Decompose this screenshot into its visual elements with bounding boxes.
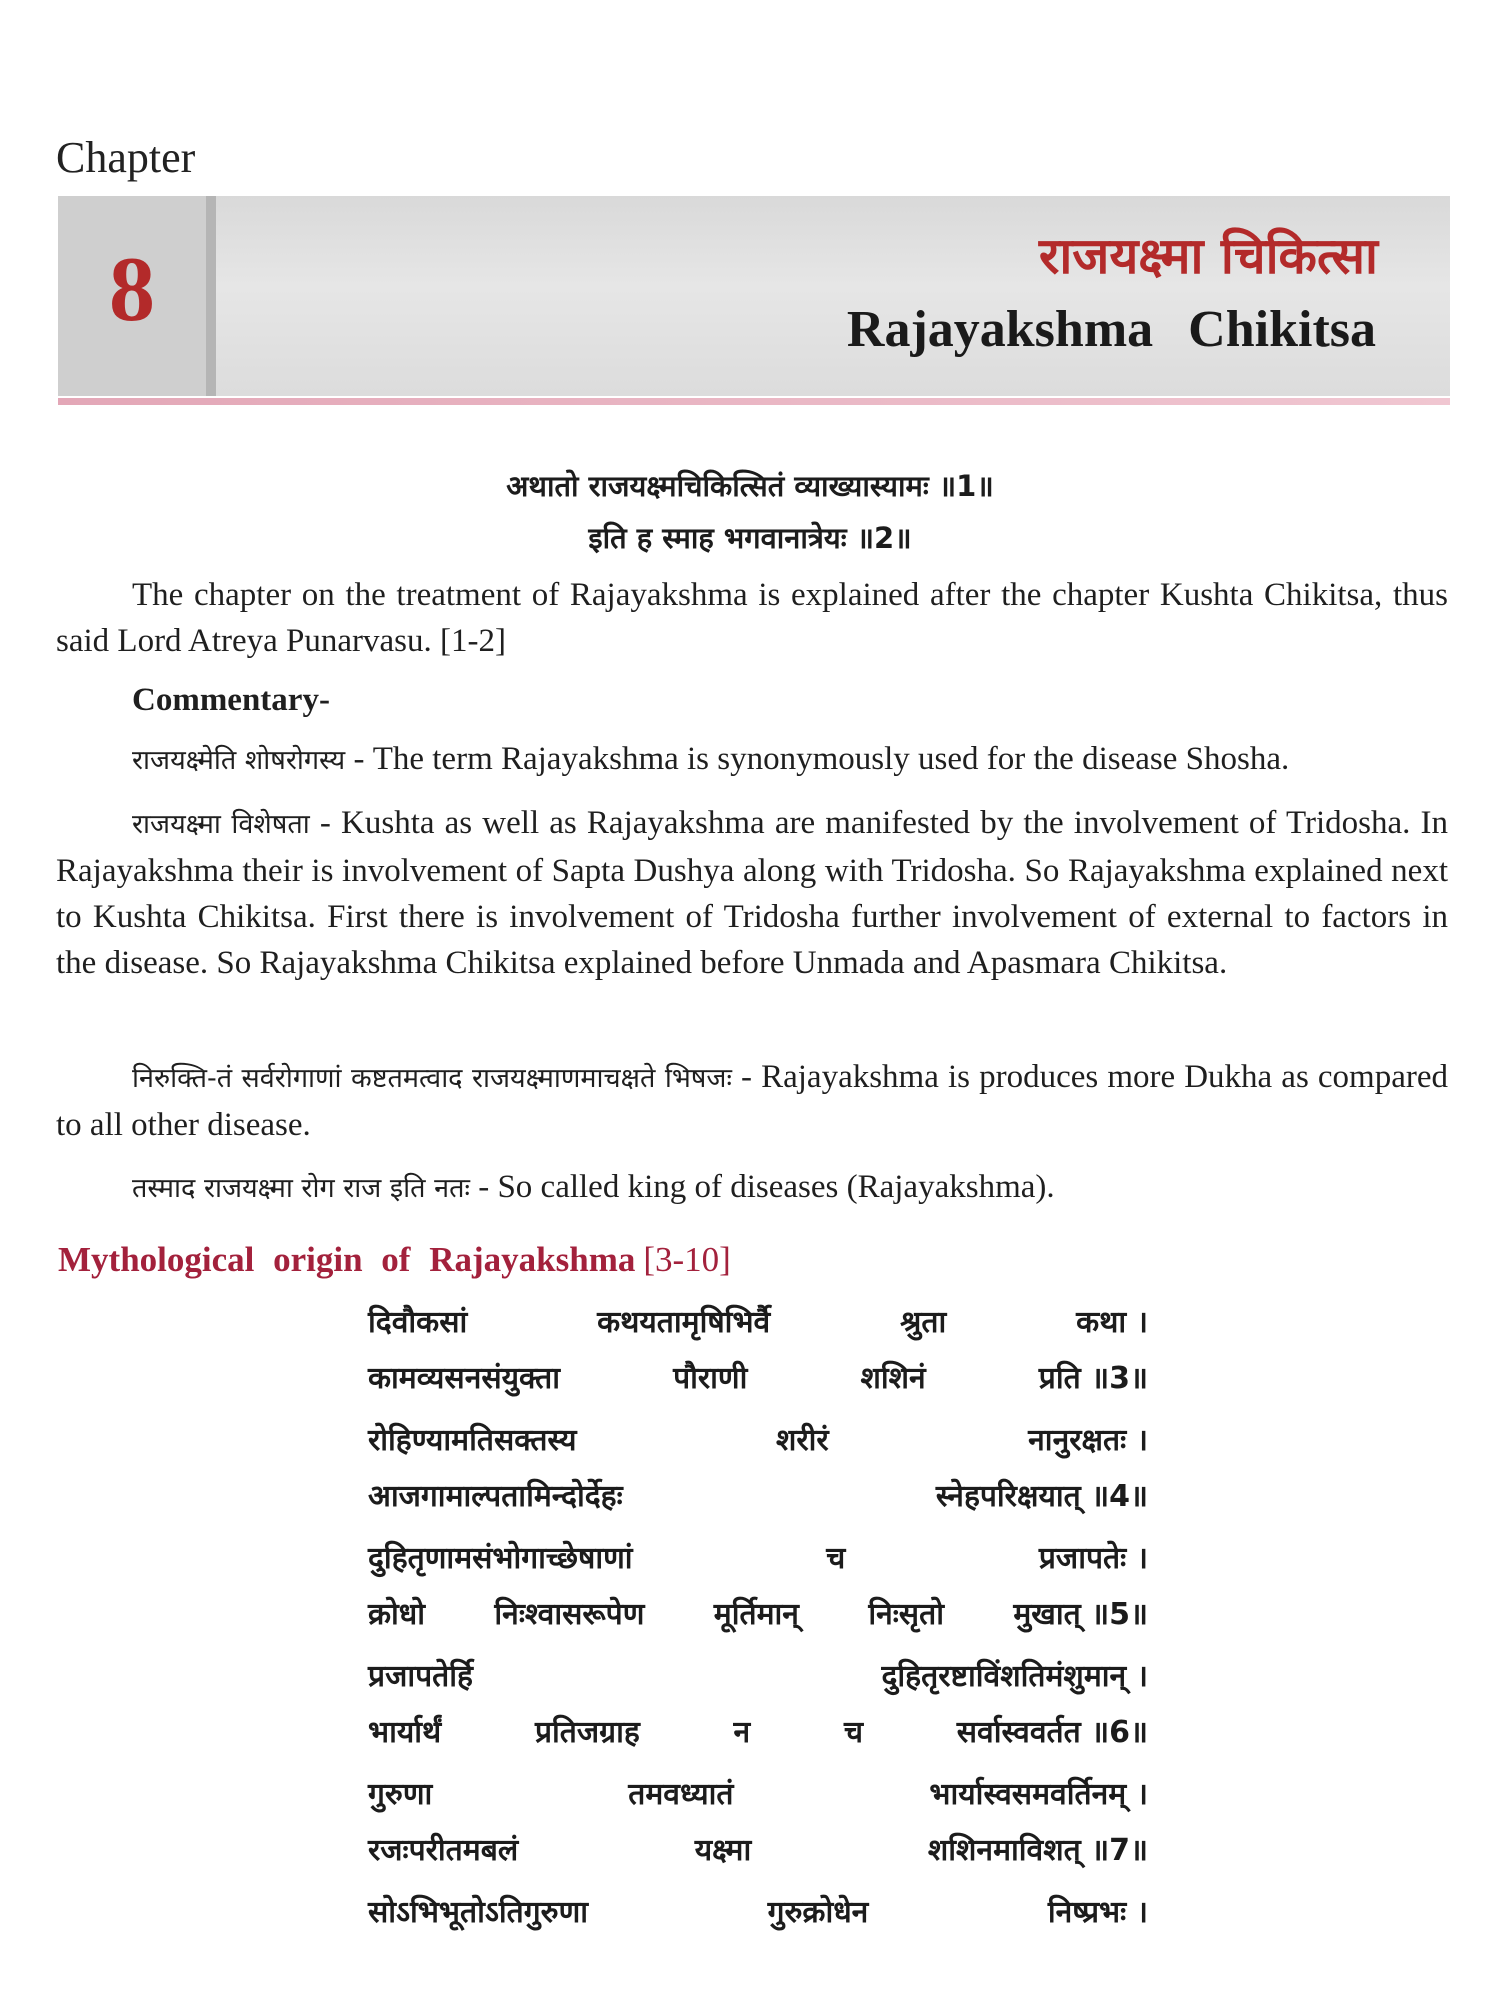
shloka-word: गुरुणा [368,1777,433,1812]
commentary-sanskrit: राजयक्ष्मेति शोषरोगस्य [132,745,346,776]
chapter-label: Chapter [56,133,196,182]
opening-verse-2: इति ह स्माह भगवानात्रेयः ॥2॥ [588,521,912,555]
shloka-word: भार्यार्थं [368,1715,442,1750]
commentary-sanskrit: तस्माद राजयक्ष्मा रोग राज इति नतः [132,1173,470,1204]
intro-paragraph: The chapter on the treatment of Rajayakshma is explained after the chapter Kushta Chikitsa, thus said Lord Atreya Punarvasu. [1-2] [56,577,1448,659]
chapter-banner [58,196,1450,396]
shloka-word: नानुरक्षतः । [1028,1423,1148,1458]
shloka-word: यक्ष्मा [694,1833,752,1868]
shloka-word: प्रजापतेर्हि [368,1659,473,1694]
shloka-word: शरीरं [775,1423,829,1458]
shloka-line [368,1300,1148,1341]
banner-underline [58,398,1450,405]
shloka-word: तमवध्यातं [628,1777,734,1812]
shloka-word: सर्वास्ववर्तत ॥6॥ [956,1715,1148,1750]
shloka-line [368,1710,1148,1751]
shloka-word: निःश्वासरूपेण [494,1597,645,1632]
shloka-word: श्रुता [900,1305,947,1340]
commentary-text: - The term Rajayakshma is synonymously used for the disease Shosha. [345,741,1290,777]
commentary-heading: Commentary- [132,682,330,718]
shloka-line [368,1654,1148,1695]
shloka-word: शशिनमाविशत् ॥7॥ [927,1833,1148,1868]
shloka-line [368,1592,1148,1633]
shloka-word: प्रजापतेः । [1038,1541,1148,1576]
chapter-title-hindi: राजयक्ष्मा चिकित्सा [1038,227,1378,285]
opening-verse-1: अथातो राजयक्ष्मचिकित्सितं व्याख्यास्यामः ॥1॥ [506,469,994,503]
shloka-word: क्रोधो [368,1597,426,1632]
shloka-word: कथा । [1076,1305,1148,1340]
chapter-title-english: Rajayakshma Chikitsa [846,301,1376,358]
shloka-line [368,1474,1148,1515]
commentary-item-4 [56,1164,1448,1212]
shloka-word: शशिनं [860,1361,926,1396]
commentary-item-1 [56,736,1448,784]
commentary-text: - So called king of diseases (Rajayakshma). [469,1169,1055,1205]
shloka-word: प्रतिजग्राह [534,1715,640,1750]
shloka-word: दिवौकसां [368,1305,468,1340]
shloka-word: भार्यास्वसमवर्तिनम् । [929,1777,1148,1812]
shloka-word: सोऽभिभूतोऽतिगुरुणा [368,1895,589,1930]
shloka-word: रजःपरीतमबलं [368,1833,519,1868]
shloka-word: कथयतामृषिभिर्वै [597,1305,771,1340]
shloka-word: कामव्यसनसंयुक्ता [368,1361,560,1396]
shloka-line [368,1890,1148,1931]
commentary-item-3 [56,1054,1448,1148]
shloka-word: रोहिण्यामतिसक्तस्य [368,1423,577,1458]
shloka-word: दुहितृणामसंभोगाच्छेषाणां [368,1541,633,1576]
shloka-word: च [826,1541,846,1576]
shloka-word: आजगामाल्पतामिन्दोर्देहः [368,1479,623,1514]
shloka-word: न [733,1715,751,1750]
shloka-line [368,1772,1148,1813]
shloka-word: दुहितृरष्टाविंशतिमंशुमान् । [881,1659,1148,1694]
commentary-text: - Kushta as well as Rajayakshma are manifested by the involvement of Tridosha. In Rajayakshma their is involvement of Sapta Dushya along with Tridosha. So Rajayakshma explained next to Kushta Chikitsa. First there is involvement of Tridosha further involvement of external to factors in the disease. So Rajayakshma Chikitsa explained before Unmada and Apasmara Chikitsa. [56,805,1449,981]
shloka-word: मूर्तिमान् [713,1597,799,1632]
shloka-line [368,1418,1148,1459]
shloka-word: मुखात् ॥5॥ [1013,1597,1148,1632]
shloka-word: गुरुक्रोधेन [767,1895,869,1930]
commentary-text: - Rajayakshma is produces more Dukha as compared to all other disease. [56,1059,1448,1143]
shloka-line [368,1828,1148,1869]
shloka-word: च [843,1715,863,1750]
banner-divider [206,196,216,396]
section-range: [3-10] [643,1240,731,1279]
shloka-word: पौराणी [673,1361,748,1396]
shloka-word: स्नेहपरिक्षयात् ॥4॥ [935,1479,1148,1514]
section-heading [58,1240,731,1280]
shloka-line [368,1356,1148,1397]
shloka-line [368,1536,1148,1577]
section-title: Mythological origin of Rajayakshma [58,1240,636,1279]
commentary-sanskrit: राजयक्ष्मा विशेषता [132,809,310,840]
chapter-number: 8 [109,238,155,340]
commentary-item-2 [56,800,1448,986]
commentary-sanskrit: निरुक्ति-तं सर्वरोगाणां कष्टतमत्वाद राजयक्ष्माणमाचक्षते भिषजः [132,1063,732,1094]
shloka-word: निष्प्रभः । [1047,1895,1148,1930]
shloka-word: प्रति ॥3॥ [1038,1361,1148,1396]
shloka-word: निःसृतो [868,1597,944,1632]
